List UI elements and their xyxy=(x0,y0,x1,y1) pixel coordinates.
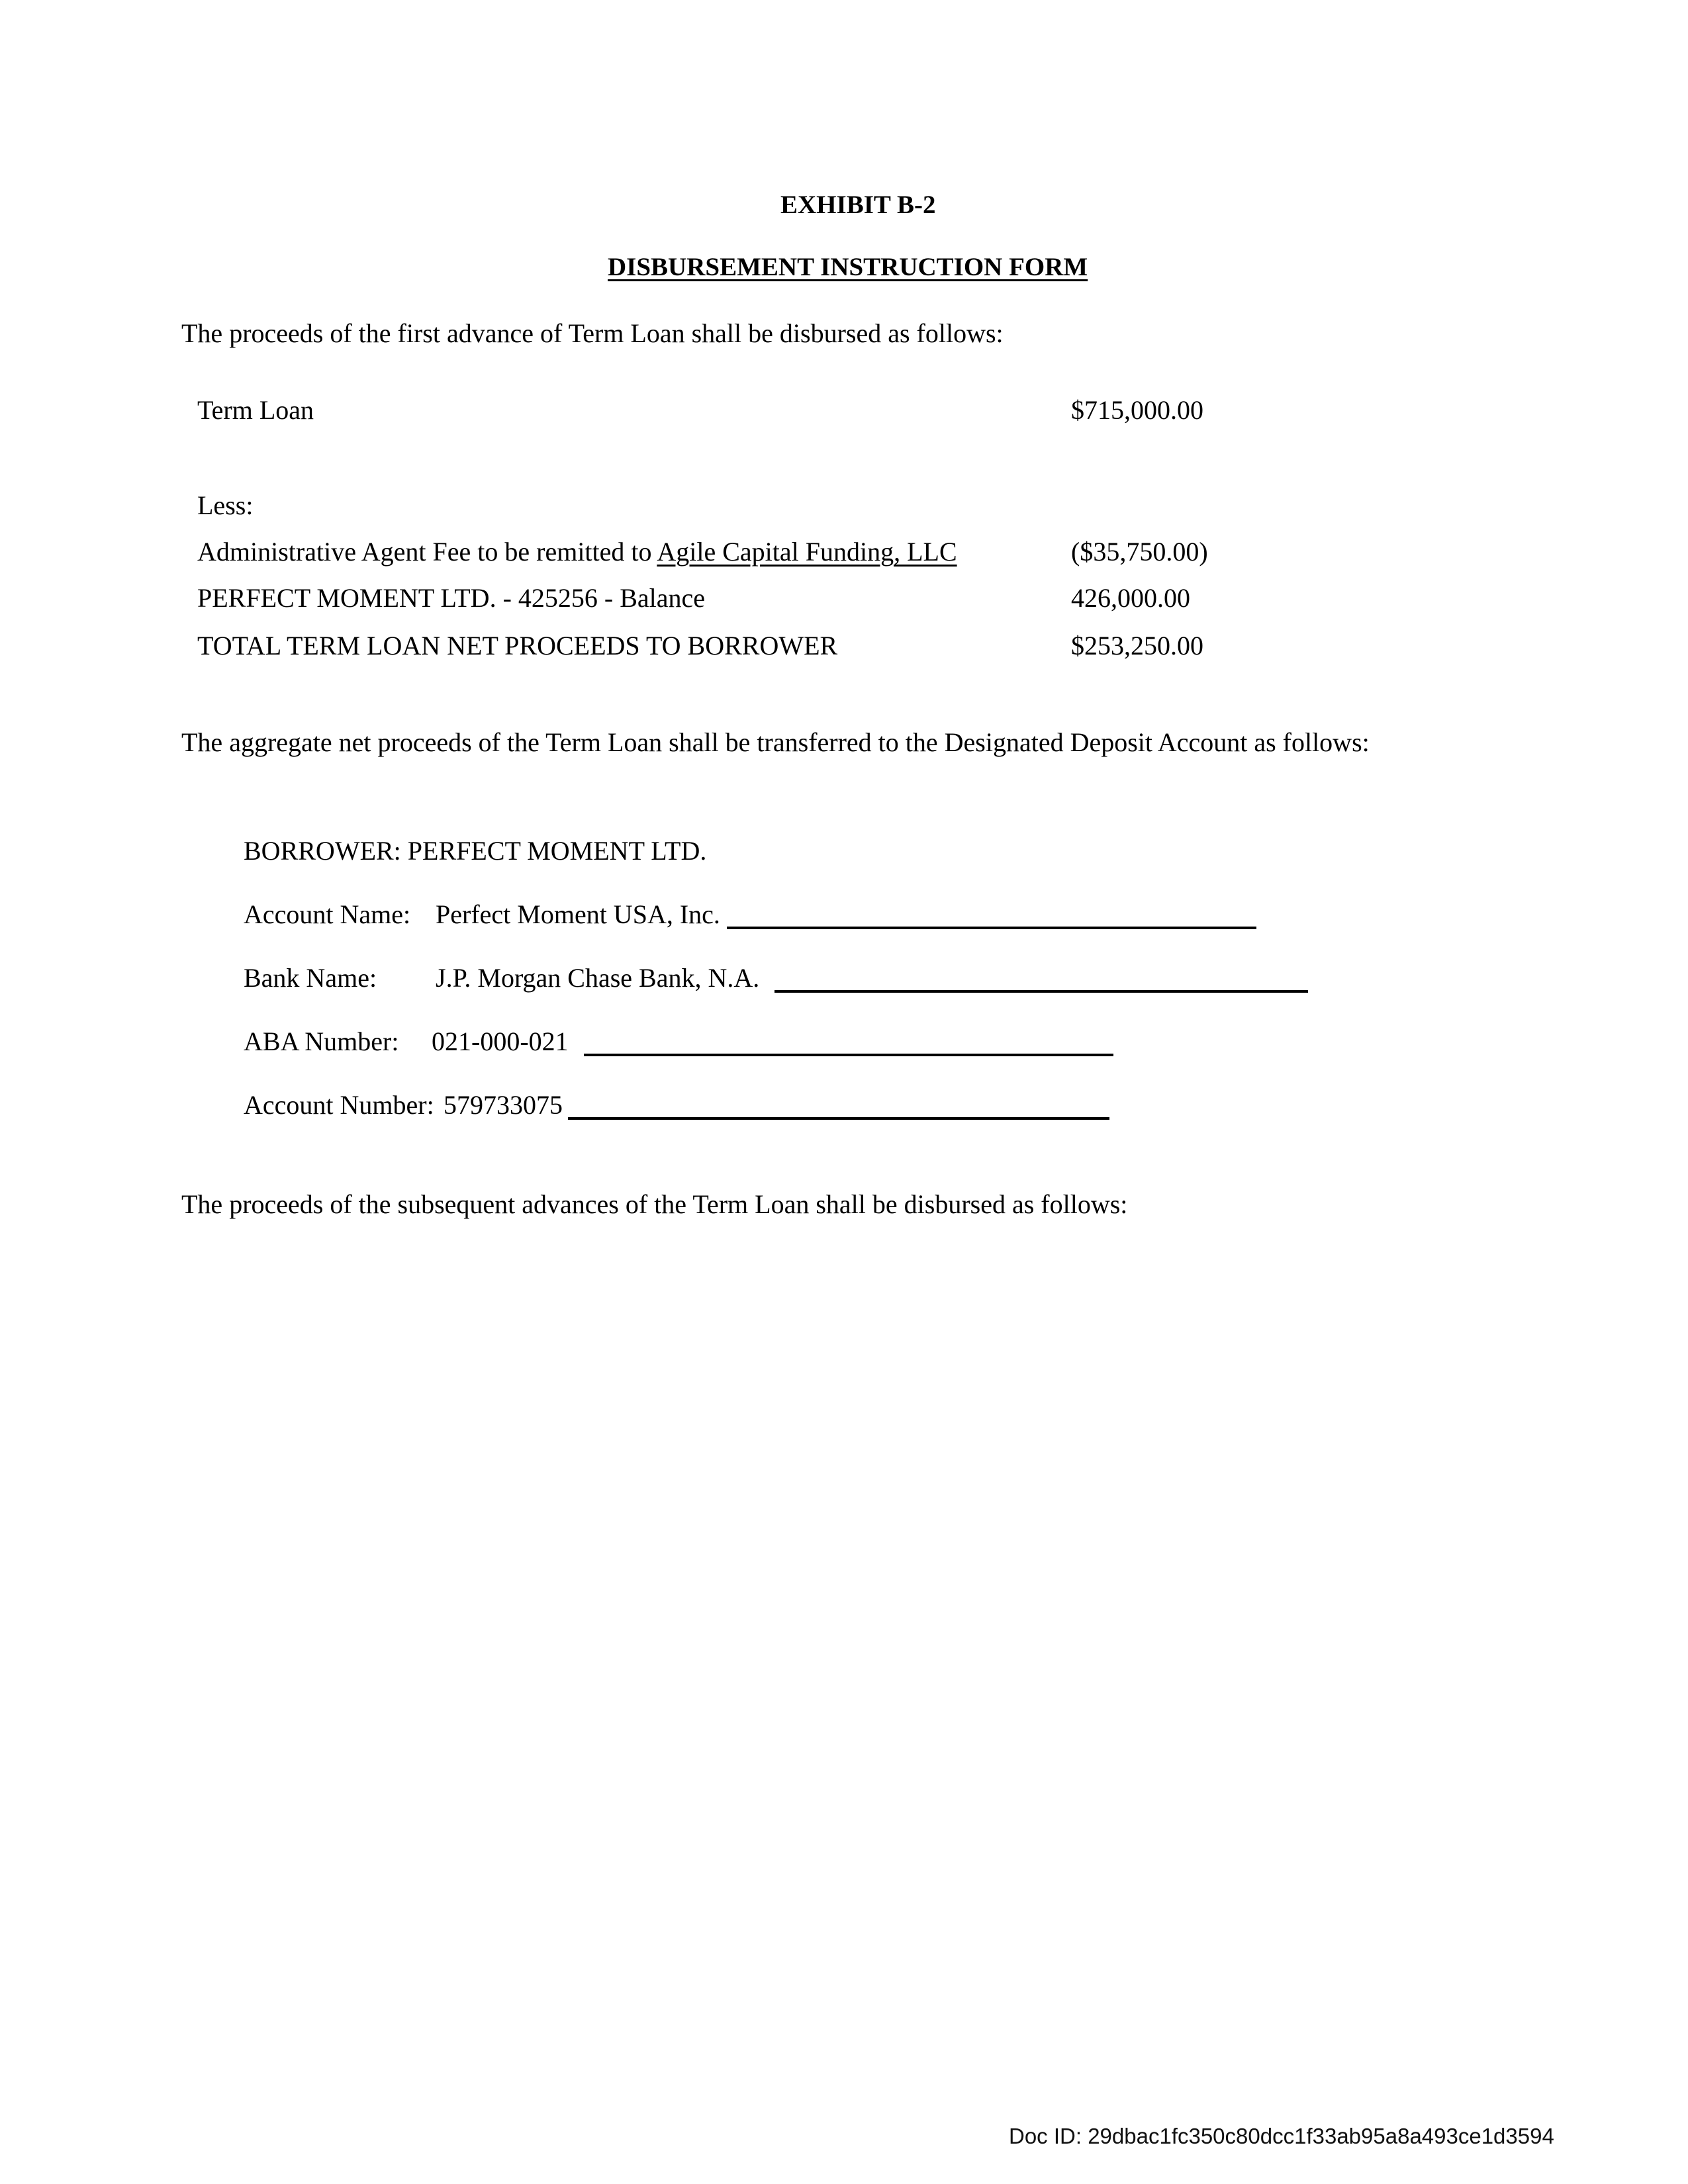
aba-value: 021-000-021 xyxy=(432,1026,569,1056)
balance-label: PERFECT MOMENT LTD. - 425256 - Balance xyxy=(197,583,706,613)
term-loan-amount: $715,000.00 xyxy=(1071,395,1203,425)
account-number-value: 579733075 xyxy=(444,1090,563,1120)
total-amount: $253,250.00 xyxy=(1071,631,1203,660)
bank-name-value: J.P. Morgan Chase Bank, N.A. xyxy=(436,963,760,993)
account-name-line xyxy=(727,927,1256,929)
term-loan-label: Term Loan xyxy=(197,395,314,425)
account-number-label: Account Number: xyxy=(244,1090,434,1120)
bank-name-line xyxy=(774,990,1308,993)
borrower-line: BORROWER: PERFECT MOMENT LTD. xyxy=(244,836,707,866)
intro-first-advance: The proceeds of the first advance of Term Loan shall be disbursed as follows: xyxy=(181,318,1004,348)
admin-fee-payee: Agile Capital Funding, LLC xyxy=(657,537,957,567)
admin-fee-amount: ($35,750.00) xyxy=(1071,537,1208,567)
bank-name-label: Bank Name: xyxy=(244,963,377,993)
admin-fee-row xyxy=(197,536,957,568)
aba-line xyxy=(584,1054,1113,1056)
total-label: TOTAL TERM LOAN NET PROCEEDS TO BORROWER xyxy=(197,631,838,660)
less-label: Less: xyxy=(197,490,254,520)
account-name-value: Perfect Moment USA, Inc. xyxy=(436,899,720,929)
exhibit-title: EXHIBIT B-2 xyxy=(780,191,936,219)
aba-label: ABA Number: xyxy=(244,1026,399,1056)
balance-amount: 426,000.00 xyxy=(1071,583,1190,613)
admin-fee-label: Administrative Agent Fee to be remitted to xyxy=(197,537,657,567)
intro-transfer: The aggregate net proceeds of the Term Loan shall be transferred to the Designated Deposit Account as follows: xyxy=(181,727,1370,757)
account-number-line xyxy=(568,1117,1109,1120)
form-title: DISBURSEMENT INSTRUCTION FORM xyxy=(608,253,1088,281)
account-name-label: Account Name: xyxy=(244,899,411,929)
doc-id: Doc ID: 29dbac1fc350c80dcc1f33ab95a8a493ce1d3594 xyxy=(1009,2124,1554,2148)
intro-subsequent: The proceeds of the subsequent advances of the Term Loan shall be disbursed as follows: xyxy=(181,1189,1128,1219)
